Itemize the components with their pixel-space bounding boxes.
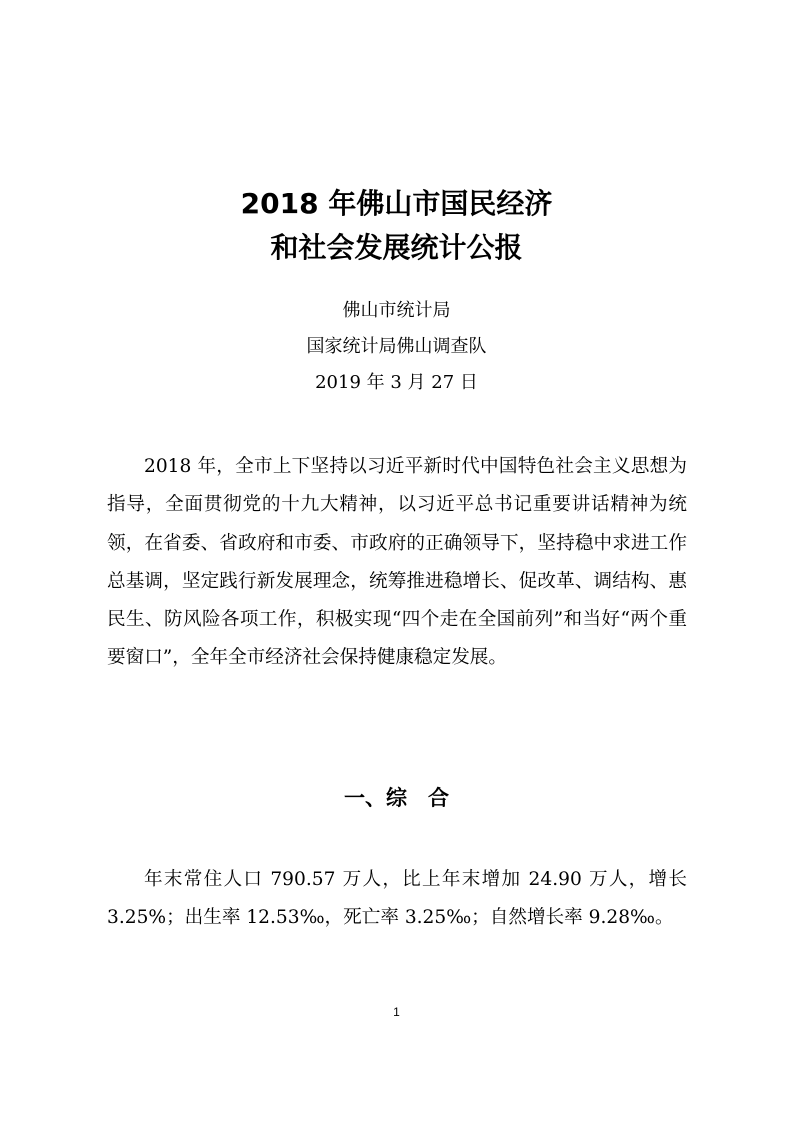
section-heading-general: 一、综 合: [344, 786, 449, 810]
title-line-2: 和社会发展统计公报: [270, 231, 523, 264]
intro-paragraph: 2018 年，全市上下坚持以习近平新时代中国特色社会主义思想为指导，全面贯彻党的十九大精神，以习近平总书记重要讲话精神为统领，在省委、省政府和市委、市政府的正确领导下，坚持稳中求进工作总基调，坚定践行新发展理念，统筹推进稳增长、促改革、调结构、惠民生、防风险各项工作，积极实现“四个走在全国前列”和当好“两个重要窗口”，全年全市经济社会保持健康稳定发展。: [107, 456, 687, 669]
page-number: 1: [393, 1005, 400, 1019]
title-line-1: 2018 年佛山市国民经济: [240, 187, 553, 220]
publish-date: 2019 年 3 月 27 日: [315, 372, 478, 393]
issuer-block: [0, 293, 793, 401]
issuer-line-1: 佛山市统计局: [342, 300, 451, 321]
population-paragraph: 年末常住人口 790.57 万人，比上年末增加 24.90 万人，增长 3.25%；出生率 12.53‰，死亡率 3.25‰；自然增长率 9.28‰。: [107, 869, 687, 929]
issuer-line-2: 国家统计局佛山调查队: [306, 336, 487, 357]
document-title: [0, 182, 793, 270]
